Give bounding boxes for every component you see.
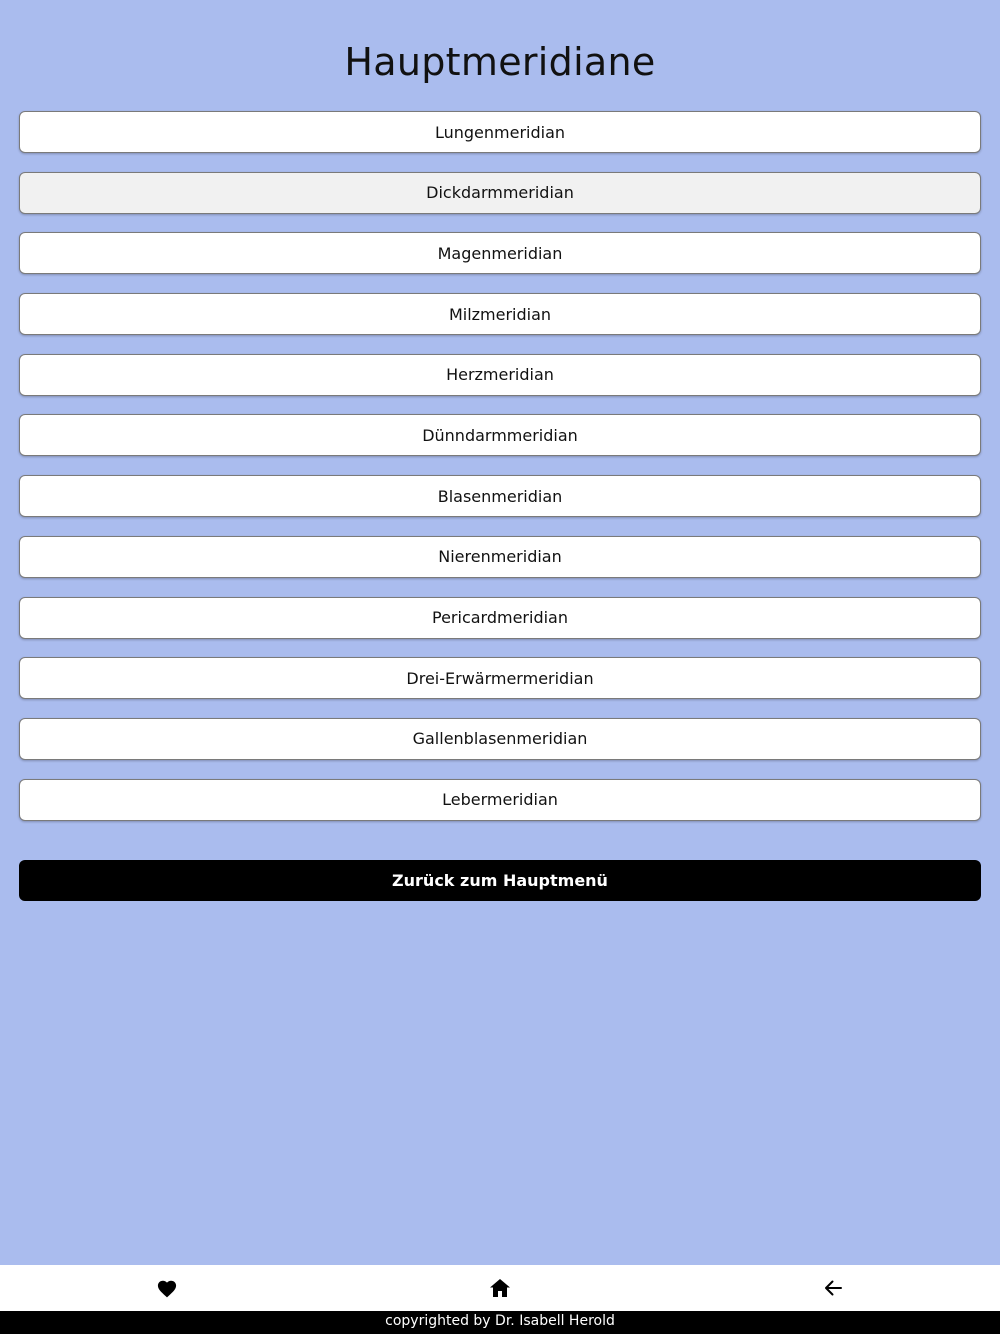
meridian-list	[19, 111, 981, 839]
meridian-button-liver[interactable]: Lebermeridian	[19, 779, 981, 821]
meridian-button-triple-warmer[interactable]: Drei-Erwärmermeridian	[19, 657, 981, 699]
footer-copyright: copyrighted by Dr. Isabell Herold	[0, 1311, 1000, 1334]
page-title: Hauptmeridiane	[344, 40, 656, 84]
arrow-left-icon	[824, 1280, 842, 1296]
meridian-button-lung[interactable]: Lungenmeridian	[19, 111, 981, 153]
meridian-button-heart[interactable]: Herzmeridian	[19, 354, 981, 396]
bottom-navigation-bar	[0, 1265, 1000, 1311]
back-to-main-menu-button[interactable]: Zurück zum Hauptmenü	[19, 860, 981, 901]
favorites-button[interactable]	[137, 1265, 197, 1311]
meridian-button-kidney[interactable]: Nierenmeridian	[19, 536, 981, 578]
meridian-button-spleen[interactable]: Milzmeridian	[19, 293, 981, 335]
meridian-button-bladder[interactable]: Blasenmeridian	[19, 475, 981, 517]
meridian-button-stomach[interactable]: Magenmeridian	[19, 232, 981, 274]
home-icon	[490, 1279, 510, 1297]
meridian-button-large-intestine[interactable]: Dickdarmmeridian	[19, 172, 981, 214]
back-button[interactable]	[803, 1265, 863, 1311]
heart-icon	[156, 1278, 178, 1298]
home-button[interactable]	[470, 1265, 530, 1311]
meridian-button-gallbladder[interactable]: Gallenblasenmeridian	[19, 718, 981, 760]
meridian-button-small-intestine[interactable]: Dünndarmmeridian	[19, 414, 981, 456]
meridian-button-pericardium[interactable]: Pericardmeridian	[19, 597, 981, 639]
